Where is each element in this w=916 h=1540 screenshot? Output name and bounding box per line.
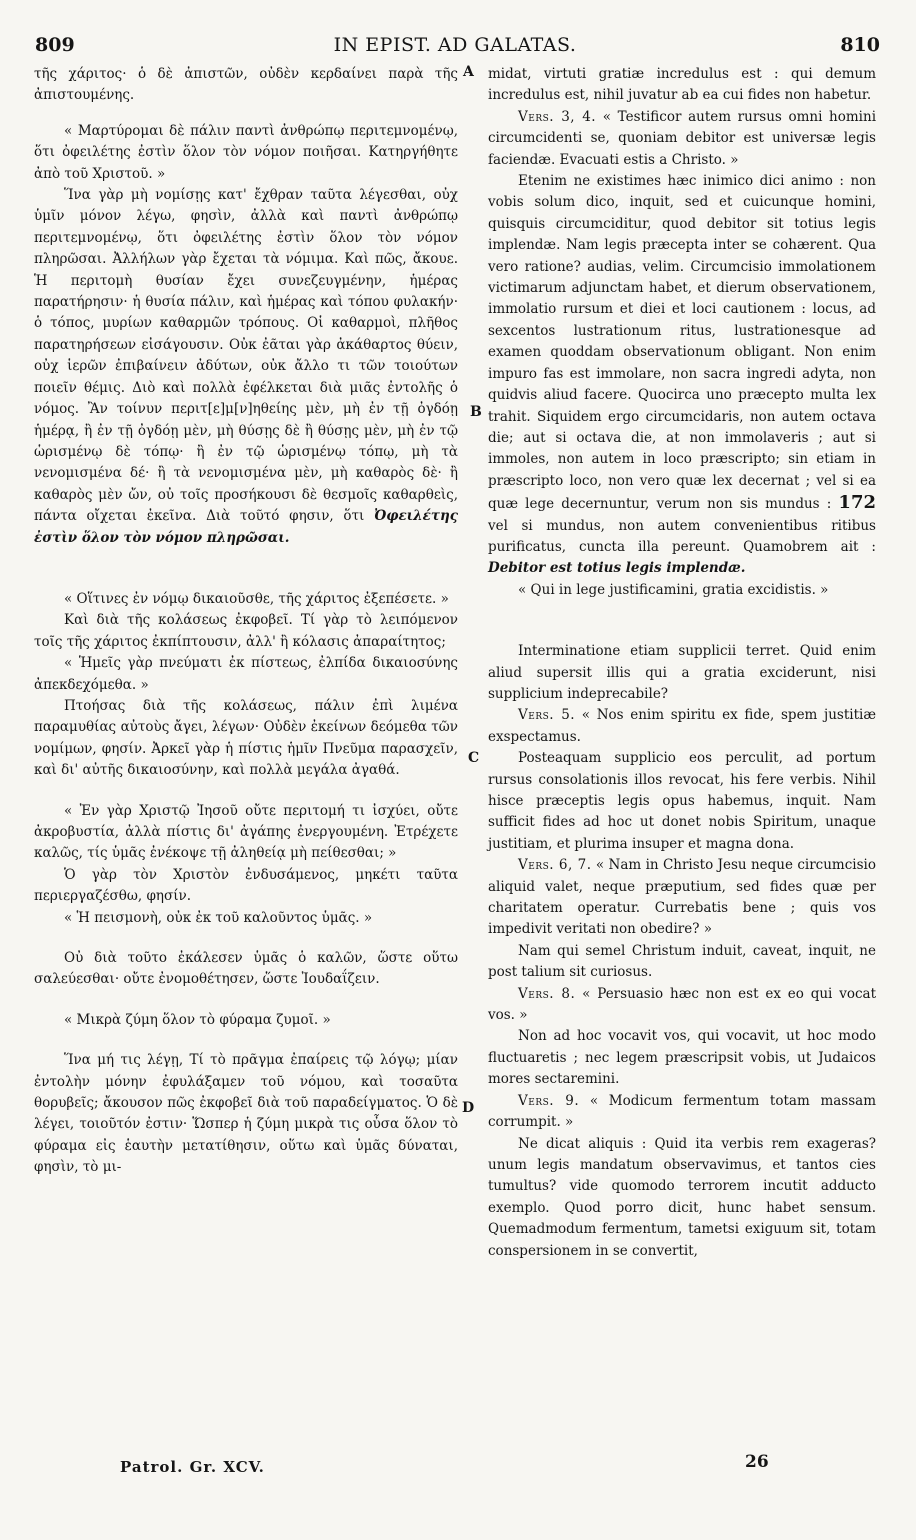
margin-letter-b: B [470, 404, 482, 420]
latin-paragraph: Ne dicat aliquis : Quid ita verbis rem exageras? unum legis mandatum observavimus, et tantos cies tumultus? vide quomodo terrorem incutit adducto exemplo. Quod porro dicit, hunc habet sensum. Quemadmodum fermentum, tametsi exiguum sit, totam conspersionem in se convertit, [488, 1135, 876, 1259]
greek-paragraph: Καὶ διὰ τῆς κολάσεως ἐκφοβεῖ. Τί γὰρ τὸ λειπόμενον τοῖς τῆς χάριτος ἐκπίπτουσιν, ἀλλ' ἢ κόλασις ἀπαραίτητος; [34, 612, 458, 650]
column-number: 172 [838, 492, 876, 514]
latin-paragraph: midat, virtuti gratiæ incredulus est : qui demum incredulus est, nihil juvatur ab ea cui fides non habetur. [488, 66, 876, 104]
latin-text: vel si mundus, non autem convenientibus ritibus purificatus, cuncta illa pereunt. Quamobrem ait : [488, 517, 876, 555]
latin-column [488, 64, 876, 1262]
latin-verse [488, 705, 876, 748]
latin-paragraph [488, 171, 876, 580]
latin-paragraph: Nam qui semel Christum induit, caveat, inquit, ne post talium sit curiosus. [488, 942, 876, 981]
latin-paragraph: Posteaquam supplicio eos perculit, ad portum rursus consolationis illos revocat, his fere verbis. Nihil hisce præceptis legis opus habemus, inquit. Nam sufficit fides ad hoc ut donet nobis Spiritum, unaque justitiam, et plurima insuper et magna dona. [488, 750, 876, 852]
left-page-number: 809 [35, 34, 75, 56]
greek-paragraph: « Ἡμεῖς γὰρ πνεύματι ἐκ πίστεως, ἐλπίδα δικαιοσύνης ἀπεκδεχόμεθα. » [34, 655, 458, 693]
page-header [30, 30, 880, 62]
right-page-number: 810 [840, 34, 880, 56]
greek-text: Ἵνα γὰρ μὴ νομίσῃς κατ' ἔχθραν ταῦτα λέγεσθαι, οὐχ ὑμῖν μόνον λέγω, φησὶν, ἀλλὰ καὶ παντὶ ἀνθρώπῳ περιτεμνομένῳ, ὅτι ὀφειλέτης ἐστὶν ὅλον τὸν νόμον πληρῶσαι. Ἀλλήλων γὰρ ἔχεται τὰ νόμιμα. Καὶ πῶς, ἄκουε. Ἡ περιτομὴ θυσίαν ἔχει συνεζευγμένην, ἡμέρας παρατήρησιν· ἡ θυσία πάλιν, καὶ ἡμέρας καὶ τόπου φυλακήν· ὁ τόπος, μυρίων καθαρμῶν τρόπους. Οἱ καθαρμοὶ, πλῆθος παρατηρήσεων εἰσάγουσιν. Οὐκ ἐᾶται γὰρ ἀκάθαρτος θύειν, οὐχ ἱερῶν ἐπιβαίνειν ἀδύτων, οὐκ ἄλλο τι τῶν τοιούτων ποιεῖν θέμις. Διὸ καὶ πολλὰ ἐφέλκεται διὰ μιᾶς ἐντολῆς ὁ νόμος. Ἂν τοίνυν περιτ[ε]μ[ν]ηθείης μὲν, μὴ ἐν τῇ ὀγδόῃ ἡμέρᾳ, ἢ ἐν τῇ ὀγδόῃ μὲν, μὴ θύσῃς δὲ ἢ θύσῃς μὲν, μὴ ἐν τῷ ὡρισμένῳ δὲ τόπῳ· ἢ ἐν τῷ ὡρισμένῳ τόπῳ, μὴ τὰ νενομισμένα δέ· ἢ τὰ νενομισμένα μὲν, μὴ καθαρὸς δὲ· ἢ καθαρὸς μὲν ὤν, οὐ τοῖς προσήκουσι δὲ θεσμοῖς καθαρθεὶς, πάντα οἴχεται ἐκεῖνα. Διὰ τοῦτό φησιν, ὅτι [34, 187, 458, 525]
greek-italic-quote: Ὀφειλέτης ἐστὶν ὅλον τὸν νόμον πληρῶσαι. [34, 508, 458, 546]
greek-paragraph [34, 185, 458, 549]
verse-text: « Persuasio hæc non est ex eo qui vocat vos. » [488, 985, 876, 1024]
verse-reference: Vers. 8. [518, 985, 576, 1002]
greek-paragraph: « Ἡ πεισμονὴ, οὐκ ἐκ τοῦ καλοῦντος ὑμᾶς. » [64, 909, 373, 926]
greek-paragraph: « Οἵτινες ἐν νόμῳ δικαιοῦσθε, τῆς χάριτος ἐξεπέσετε. » [64, 590, 449, 607]
greek-paragraph: Οὐ διὰ τοῦτο ἐκάλεσεν ὑμᾶς ὁ καλῶν, ὥστε οὕτω σαλεύεσθαι· οὔτε ἐνομοθέτησεν, ὥστε Ἰουδαΐζειν. [34, 950, 458, 988]
verse-reference: Vers. 9. [518, 1092, 580, 1109]
margin-letter-d: D [462, 1100, 475, 1116]
greek-paragraph: Ὁ γὰρ τὸν Χριστὸν ἐνδυσάμενος, μηκέτι ταῦτα περιεργαζέσθω, φησίν. [34, 866, 458, 905]
latin-italic-quote: Debitor est totius legis implendæ. [488, 560, 746, 577]
running-title: IN EPIST. AD GALATAS. [333, 34, 577, 56]
greek-paragraph: « Ἐν γὰρ Χριστῷ Ἰησοῦ οὔτε περιτομή τι ἰσχύει, οὔτε ἀκροβυστία, ἀλλὰ πίστις δι' ἀγάπης ἐνεργουμένη. Ἐτρέχετε καλῶς, τίς ὑμᾶς ἐνέκοψε τῇ ἀληθείᾳ μὴ πείθεσθαι; » [34, 802, 458, 862]
latin-verse [488, 855, 876, 941]
greek-paragraph: « Μαρτύρομαι δὲ πάλιν παντὶ ἀνθρώπῳ περιτεμνομένῳ, ὅτι ὀφειλέτης ἐστὶν ὅλον τὸν νόμον ποιῆσαι. Κατηργήθητε ἀπὸ τοῦ Χριστοῦ. » [34, 122, 458, 182]
verse-text: « Testificor autem rursus omni homini circumcidenti se, quoniam debitor est universæ legis faciendæ. Evacuati estis a Christo. » [488, 108, 877, 168]
verse-text: « Modicum fermentum totam massam corrumpit. » [488, 1092, 876, 1131]
margin-letter-a: A [463, 64, 474, 80]
verse-reference: Vers. 6, 7. [518, 857, 592, 874]
footer-signature: Patrol. Gr. XCV. [120, 1458, 265, 1476]
greek-paragraph: Ἵνα μή τις λέγῃ, Τί τὸ πρᾶγμα ἐπαίρεις τῷ λόγῳ; μίαν ἐντολὴν μόνην ἐφυλάξαμεν τοῦ νόμου, καὶ τοσαῦτα θορυβεῖς; ἄκουσον πῶς ἐκφοβεῖ διὰ τοῦ παραδείγματος. Ὁ δὲ λέγει, τοιοῦτόν ἐστιν· Ὥσπερ ἡ ζύμη μικρὰ τις οὖσα ὅλον τὸ φύραμα εἰς ἑαυτὴν μετατίθησιν, οὕτω καὶ ὑμᾶς δύναται, φησὶν, τὸ μι- [34, 1052, 458, 1176]
greek-column [34, 64, 458, 1179]
verse-reference: Vers. 5. [518, 707, 576, 724]
verse-text: « Nos enim spiritu ex fide, spem justitiæ exspectamus. [488, 707, 877, 745]
verse-text: « Nam in Christo Jesu neque circumcisio aliquid valet, neque præputium, sed fides quæ per charitatem operatur. Currebatis bene ; quis vos impedivit veritati non obedire? » [488, 857, 876, 938]
greek-paragraph: τῆς χάριτος· ὁ δὲ ἀπιστῶν, οὐδὲν κερδαίνει παρὰ τῆς ἀπιστουμένης. [34, 66, 458, 104]
latin-paragraph: Non ad hoc vocavit vos, qui vocavit, ut hoc modo fluctuaretis ; nec legem præscripsit vobis, ut Judaicos mores sectaremini. [488, 1028, 876, 1088]
greek-paragraph: Πτοήσας διὰ τῆς κολάσεως, πάλιν ἐπὶ λιμένα παραμυθίας αὐτοὺς ἄγει, λέγων· Οὐδὲν ἐκείνων δεόμεθα τῶν νομίμων, φησίν. Ἀρκεῖ γὰρ ἡ πίστις ἡμῖν Πνεῦμα παρασχεῖν, καὶ δι' αὐτῆς δικαιοσύνην, καὶ πολλὰ μεγάλα ἀγαθά. [34, 697, 458, 779]
latin-verse [488, 1091, 876, 1134]
latin-text: Etenim ne existimes hæc inimico dici animo : non vobis solum dico, inquit, sed et cuicunque homini, quisquis circumciditur, quod debitor sit totius legis implendæ. Nam legis præcepta inter se cohærent. Qua vero ratione? audias, velim. Circumcisio immolationem victimarum adjunctam habet, et dierum observationem, immolatio rursum et diei et loci cautionem : locus, ad sexcentos lustrationum ritus, lustrationesque ad examen quoddam observationum obligant. Non enim impuro fas est immolare, non sacra ingredi adyta, non quidvis aliud facere. Quocirca uno præcepto multa lex trahit. Siquidem ergo circumcidaris, non autem octava die; aut si octava die, at non immolaveris ; aut si immoles, non autem in loco præscripto; sin etiam in præscripto loco, non vero quæ lex decernat ; vel si ea quæ lege decernuntur, verum non sis mundus : [488, 173, 876, 513]
latin-verse [488, 984, 876, 1027]
latin-verse [488, 107, 876, 171]
verse-reference: Vers. 3, 4. [518, 108, 597, 125]
margin-letter-c: C [468, 750, 480, 766]
greek-paragraph: « Μικρὰ ζύμη ὅλον τὸ φύραμα ζυμοῖ. » [64, 1011, 331, 1028]
latin-paragraph: Interminatione etiam supplicii terret. Quid enim aliud supersit illis qui a gratia exciderunt, nisi supplicium indeprecabile? [488, 643, 876, 702]
footer-sheet-number: 26 [745, 1452, 769, 1472]
latin-paragraph: « Qui in lege justificamini, gratia excidistis. » [518, 581, 829, 598]
